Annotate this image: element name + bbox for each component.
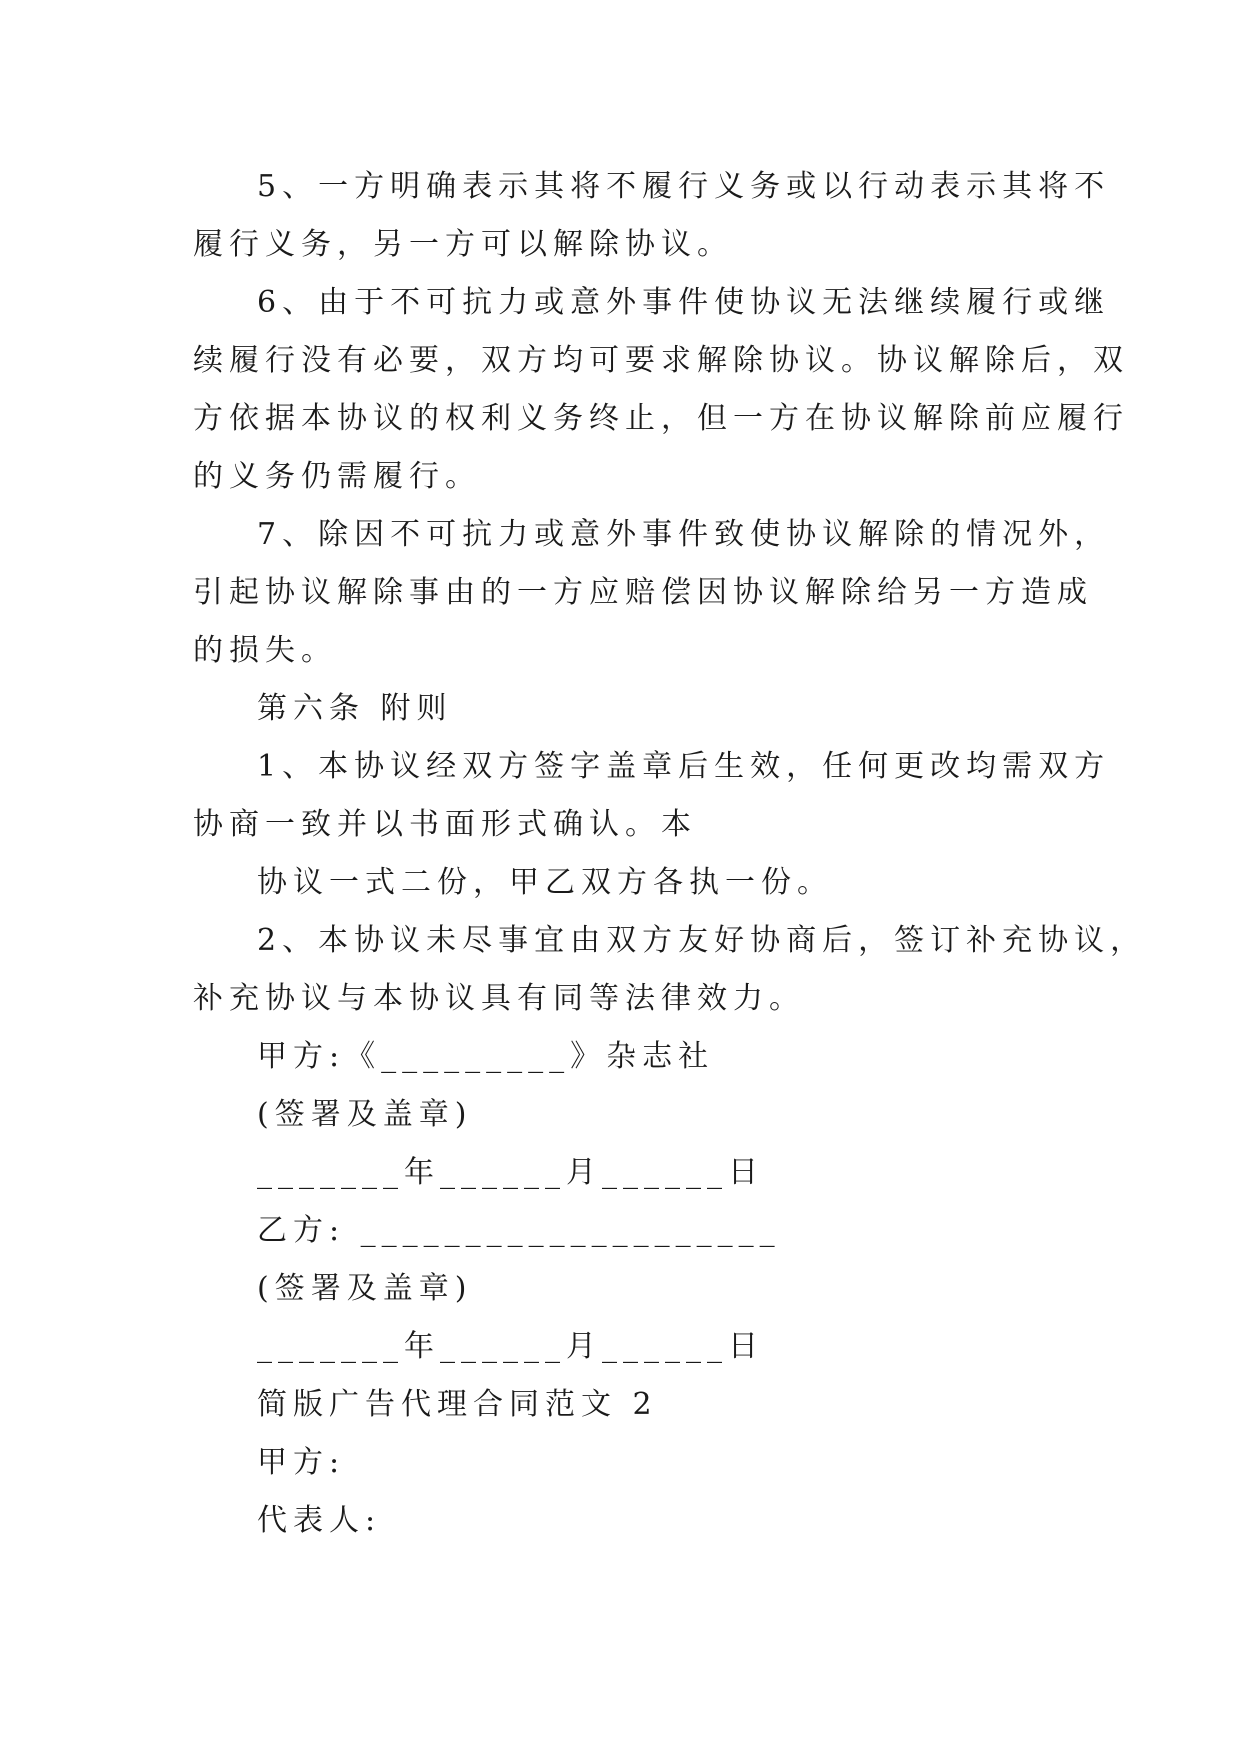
text-line-appendix-2-a: 2、本协议未尽事宜由双方友好协商后，签订补充协议， <box>257 923 1147 958</box>
party-b-date-line: _______年______月______日 <box>257 1329 764 1364</box>
text-line-clause-5-b: 履行义务，另一方可以解除协议。 <box>193 227 733 262</box>
text-line-appendix-1-a: 1、本协议经双方签字盖章后生效，任何更改均需双方 <box>257 749 1111 784</box>
text-line-appendix-2-b: 补充协议与本协议具有同等法律效力。 <box>193 981 805 1016</box>
text-line-clause-5-a: 5、一方明确表示其将不履行义务或以行动表示其将不 <box>257 169 1111 204</box>
text-line-clause-7-b: 引起协议解除事由的一方应赔偿因协议解除给另一方造成 <box>193 575 1093 610</box>
document-body <box>193 158 1147 1550</box>
party-b-signature-note: (签署及盖章) <box>257 1271 473 1306</box>
text-line-clause-6-b: 续履行没有必要，双方均可要求解除协议。协议解除后，双 <box>193 343 1129 378</box>
text-line-appendix-1-b: 协商一致并以书面形式确认。本 <box>193 807 697 842</box>
text-line-clause-6-d: 的义务仍需履行。 <box>193 459 481 494</box>
document-subtitle: 简版广告代理合同范文 2 <box>257 1387 658 1422</box>
representative-label: 代表人: <box>257 1503 382 1538</box>
party-b-line: 乙方: ____________________ <box>257 1213 781 1248</box>
party-a-line: 甲方:《_________》杂志社 <box>257 1039 715 1074</box>
text-line-clause-7-a: 7、除因不可抗力或意外事件致使协议解除的情况外， <box>257 517 1111 552</box>
text-line-appendix-1-c: 协议一式二份，甲乙双方各执一份。 <box>257 865 833 900</box>
text-line-clause-7-c: 的损失。 <box>193 633 337 668</box>
party-a-label: 甲方: <box>257 1445 346 1480</box>
text-line-clause-6-a: 6、由于不可抗力或意外事件使协议无法继续履行或继 <box>257 285 1111 320</box>
section-heading-article-6: 第六条 附则 <box>257 691 453 726</box>
party-a-date-line: _______年______月______日 <box>257 1155 764 1190</box>
party-a-signature-note: (签署及盖章) <box>257 1097 473 1132</box>
text-line-clause-6-c: 方依据本协议的权利义务终止，但一方在协议解除前应履行 <box>193 401 1129 436</box>
